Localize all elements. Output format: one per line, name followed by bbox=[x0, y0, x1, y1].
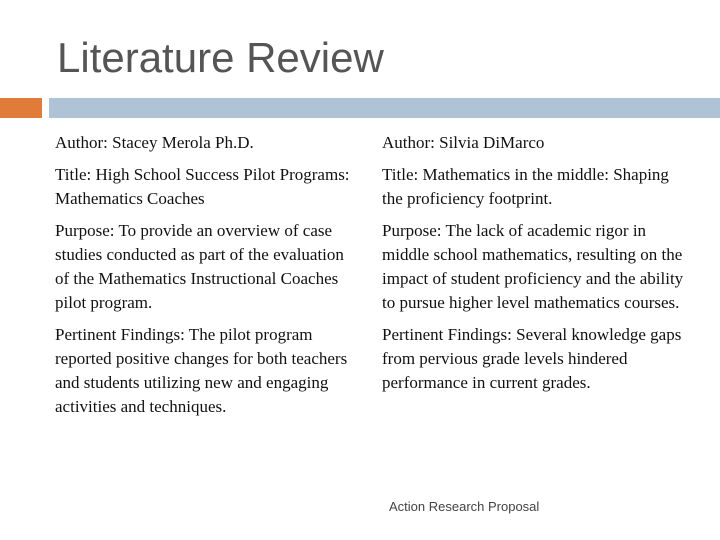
left-purpose: Purpose: To provide an overview of case studies conducted as part of the evaluation of the Mathematics Instructional Coaches pilot program. bbox=[55, 221, 344, 312]
left-column bbox=[55, 131, 357, 427]
right-findings: Pertinent Findings: Several knowledge gaps from pervious grade levels hindered performance in current grades. bbox=[382, 325, 682, 392]
accent-block-left bbox=[0, 98, 42, 118]
right-author: Author: Silvia DiMarco bbox=[382, 133, 545, 152]
accent-bar-right bbox=[49, 98, 720, 118]
right-column bbox=[382, 131, 688, 403]
right-purpose: Purpose: The lack of academic rigor in middle school mathematics, resulting on the impact of student proficiency and the ability to pursue higher level mathematics courses. bbox=[382, 221, 684, 312]
left-title: Title: High School Success Pilot Programs: Mathematics Coaches bbox=[55, 165, 350, 208]
right-title: Title: Mathematics in the middle: Shaping the proficiency footprint. bbox=[382, 165, 669, 208]
slide-title: Literature Review bbox=[57, 34, 384, 81]
left-findings: Pertinent Findings: The pilot program reported positive changes for both teachers and students utilizing new and engaging activities and techniques. bbox=[55, 325, 348, 416]
left-author: Author: Stacey Merola Ph.D. bbox=[55, 133, 254, 152]
slide-footer: Action Research Proposal bbox=[389, 499, 540, 514]
